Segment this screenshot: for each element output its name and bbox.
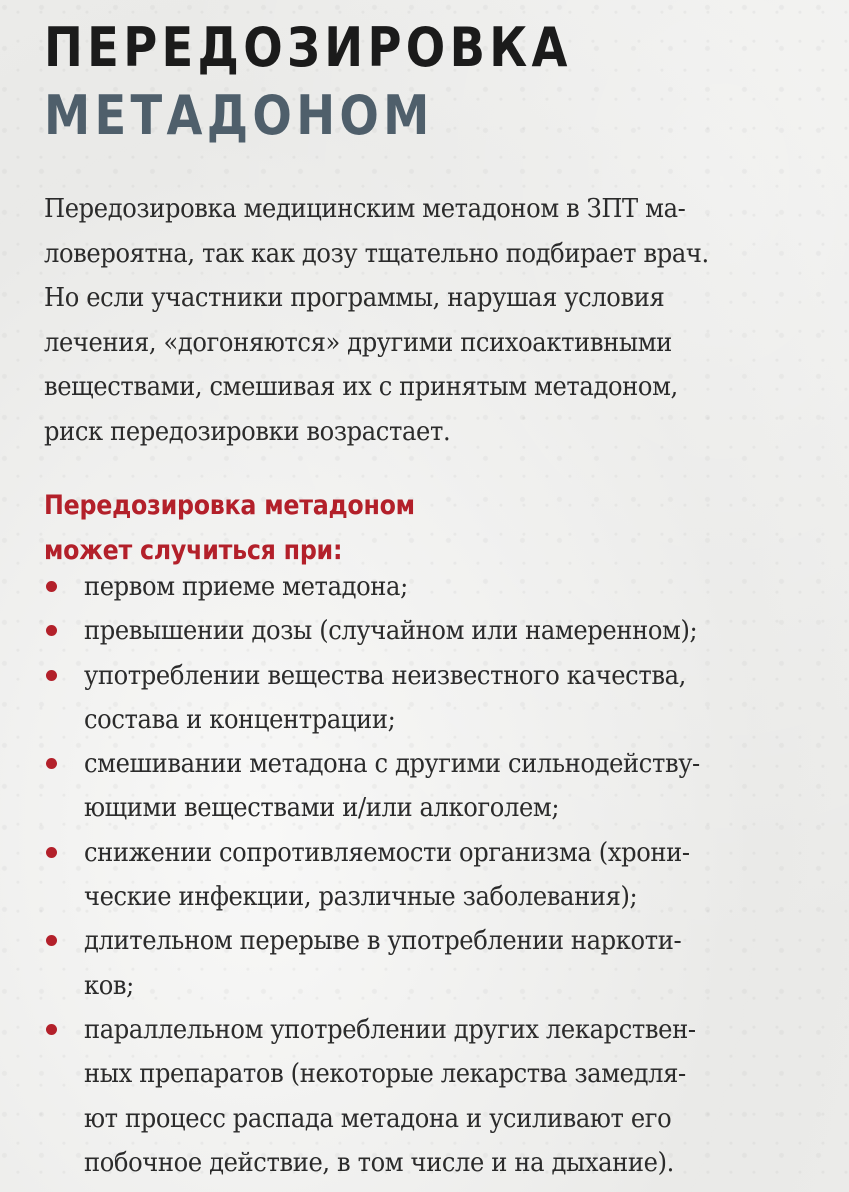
risk-list (44, 565, 834, 1185)
list-item (44, 565, 834, 609)
list-item-line: побочное действие, в том числе и на дыхание). (84, 1147, 674, 1178)
list-item-line: смешивании метадона с другими сильнодейству- (84, 749, 700, 780)
intro-line: риск передозировки возрастает. (44, 416, 451, 447)
list-item-line: ных препаратов (некоторые лекарства замедля- (84, 1059, 686, 1090)
list-item (44, 742, 834, 831)
list-item (44, 609, 834, 653)
list-item-line: превышении дозы (случайном или намеренном); (84, 616, 698, 647)
section-heading-line-2: может случиться при: (44, 535, 343, 566)
intro-line: ловероятна, так как дозу тщательно подбирает врач. (44, 238, 709, 269)
list-item (44, 1008, 834, 1185)
list-item-line: ющими веществами и/или алкоголем; (84, 793, 560, 824)
bullet-dot-icon (46, 670, 57, 681)
intro-line: Передозировка медицинским метадоном в ЗПТ ма- (44, 194, 686, 224)
bullet-dot-icon (46, 1024, 57, 1035)
list-item-text (84, 831, 782, 920)
list-item-line: снижении сопротивляемости организма (хрони- (84, 837, 690, 868)
list-item (44, 831, 834, 920)
section-heading-line-1: Передозировка метадоном (44, 490, 415, 521)
list-item-text (84, 742, 782, 831)
list-item (44, 654, 834, 743)
intro-line: веществами, смешивая их с принятым метадоном, (44, 372, 678, 402)
list-item-line: состава и концентрации; (84, 704, 396, 735)
intro-paragraph (44, 187, 779, 454)
page-title-line-2: МЕТАДОНОМ (44, 84, 434, 147)
list-item-line: длительном перерыве в употреблении наркоти- (84, 926, 682, 957)
intro-line: Но если участники программы, нарушая условия (44, 283, 665, 313)
section-heading (44, 483, 415, 573)
list-item-line: ют процесс распада метадона и усиливают его (84, 1103, 672, 1134)
bullet-dot-icon (46, 758, 57, 769)
list-item-line: ческие инфекции, различные заболевания); (84, 882, 638, 913)
list-item-line: параллельном употреблении других лекарствен- (84, 1014, 696, 1045)
page-title-line-1: ПЕРЕДОЗИРОВКА (44, 16, 572, 79)
list-item-line: употреблении вещества неизвестного качества, (84, 660, 686, 691)
page-title (44, 14, 572, 150)
list-item-line: ков; (84, 970, 134, 1001)
list-item-text (84, 654, 782, 743)
list-item-text (84, 609, 782, 653)
list-item-text (84, 919, 782, 1008)
bullet-dot-icon (46, 625, 57, 636)
bullet-dot-icon (46, 581, 57, 592)
list-item (44, 919, 834, 1008)
intro-line: лечения, «догоняются» другими психоактивными (44, 327, 672, 358)
list-item-text (84, 1008, 782, 1185)
list-item-line: первом приеме метадона; (84, 572, 408, 602)
list-item-text (84, 565, 782, 609)
bullet-dot-icon (46, 935, 57, 946)
bullet-dot-icon (46, 847, 57, 858)
